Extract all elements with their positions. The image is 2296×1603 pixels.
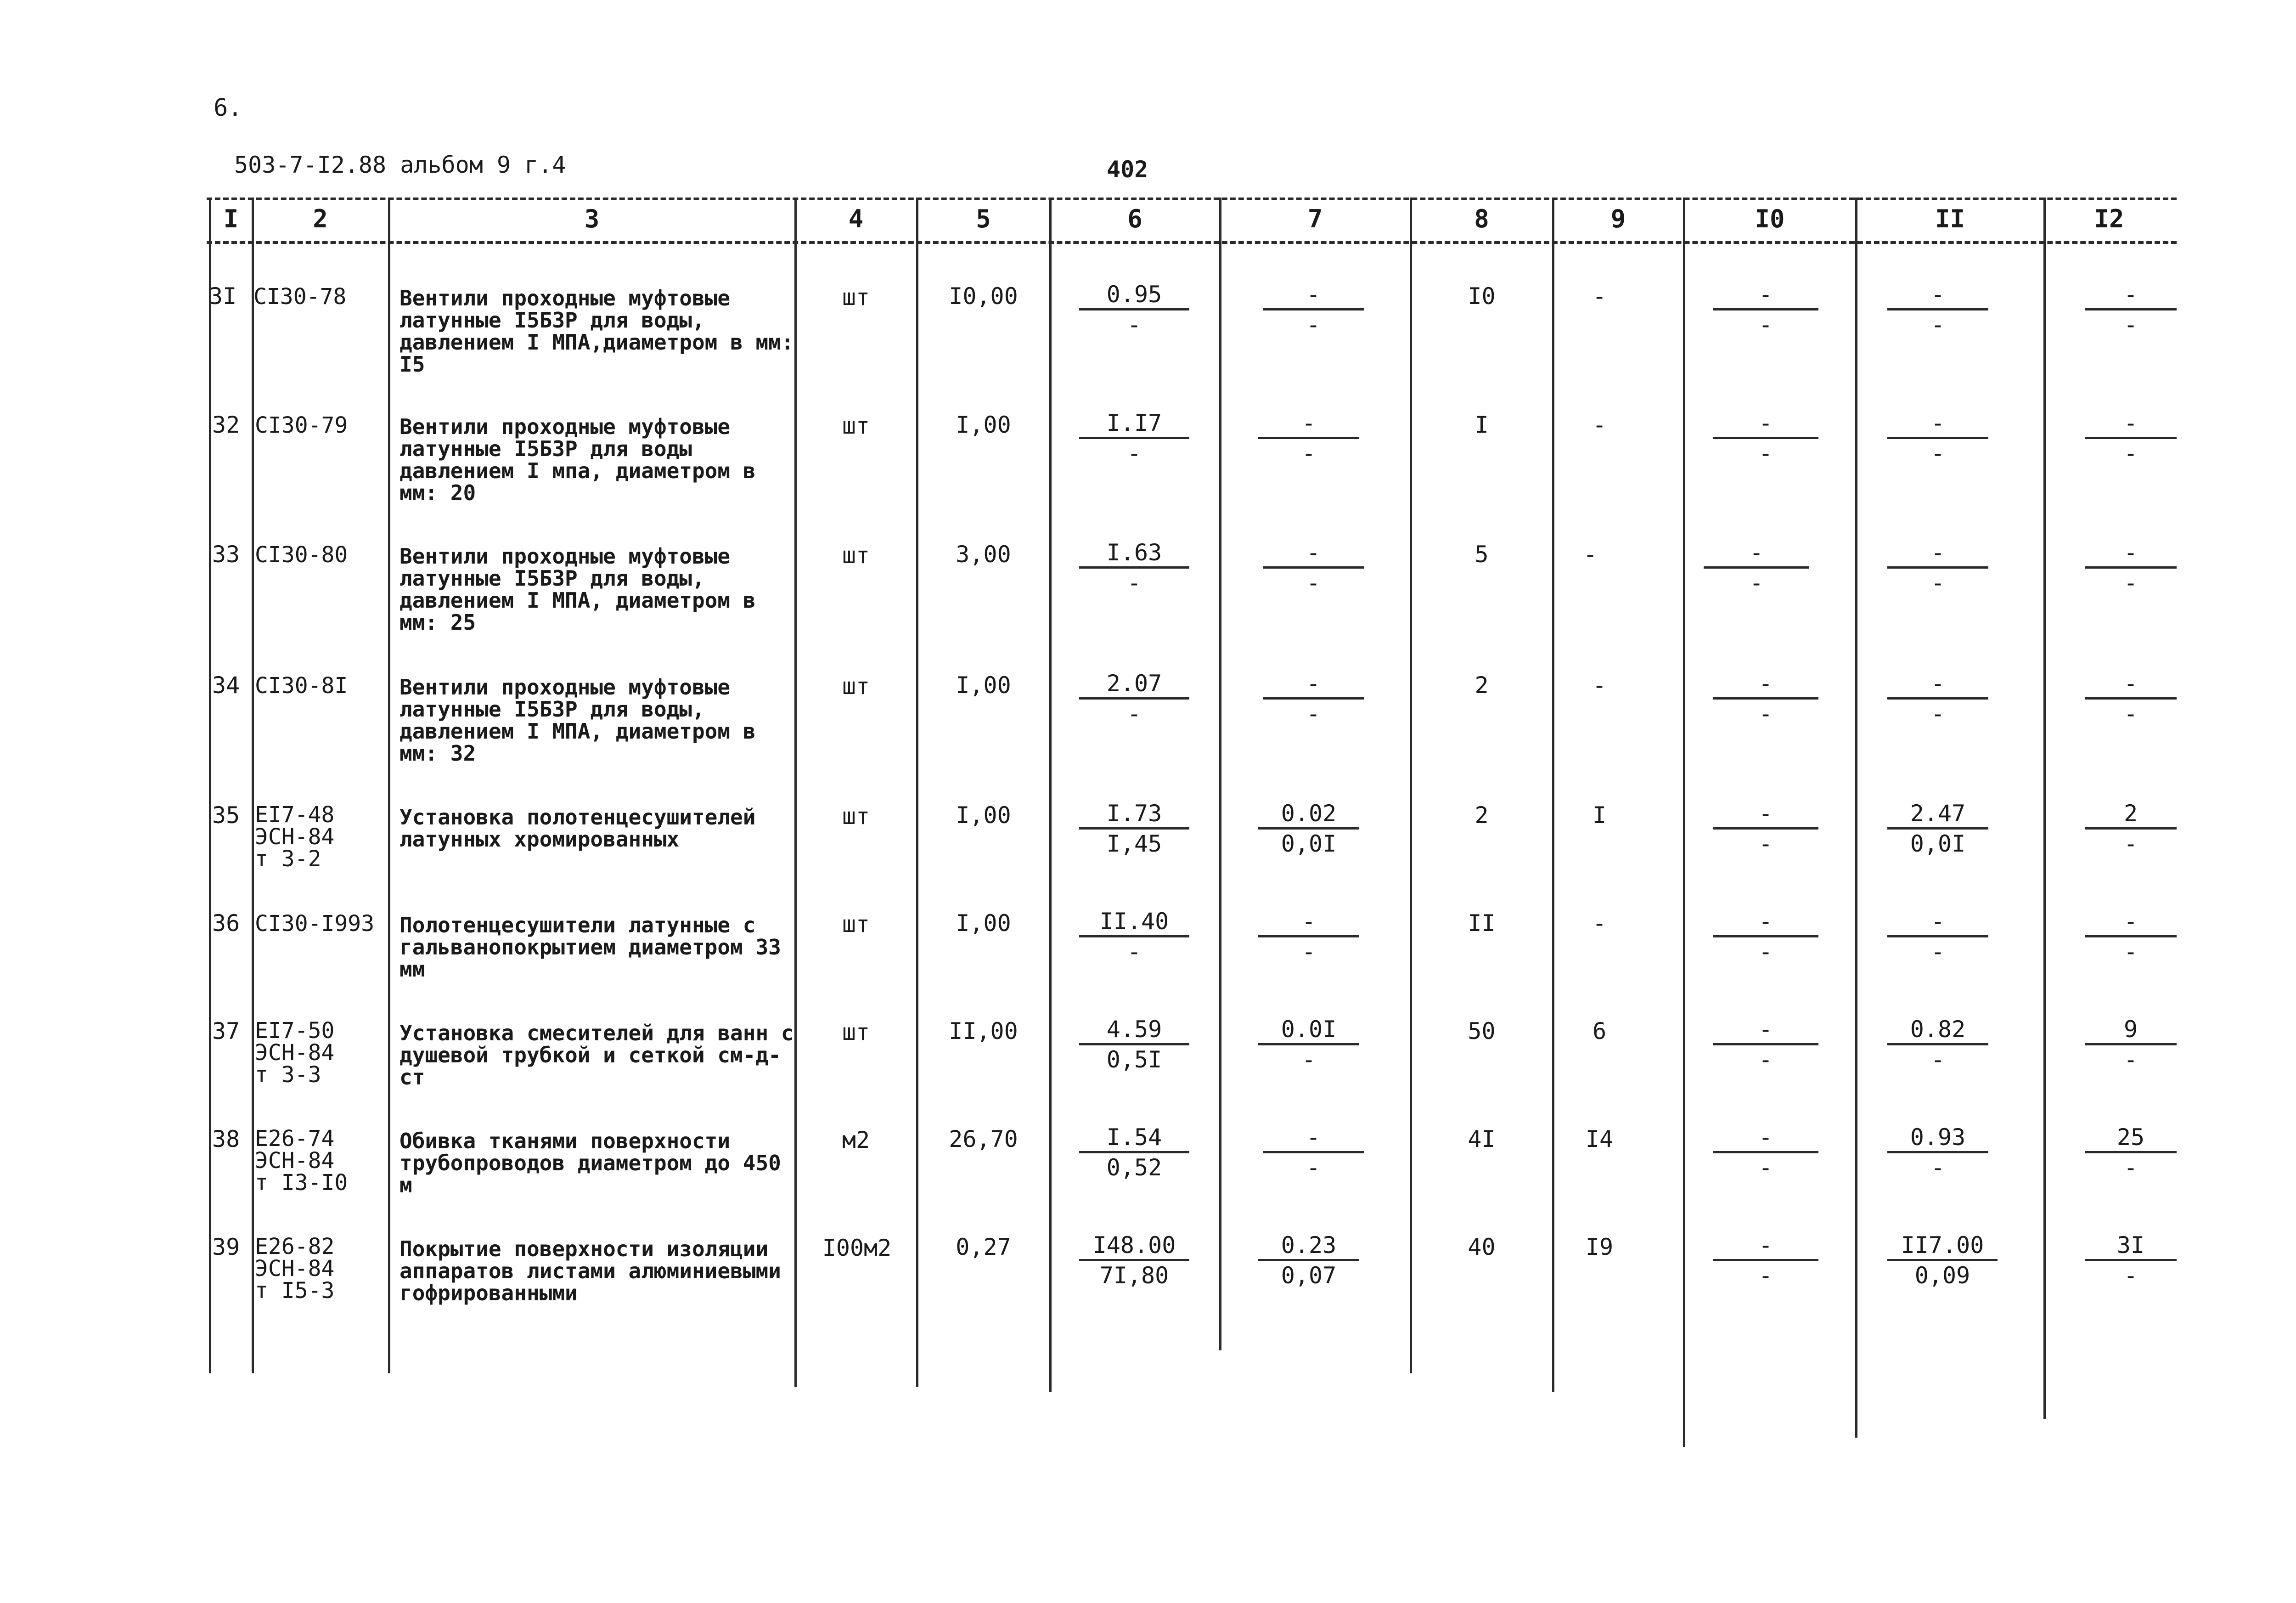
row-col12: - - (2085, 541, 2177, 597)
row-unit: I00м2 (822, 1235, 892, 1261)
row-number: 32 (212, 412, 240, 438)
header-bottom-line (207, 241, 2177, 244)
row-unit: шт (842, 803, 870, 830)
row-col12: 9 - (2085, 1017, 2177, 1074)
row-code-line2: ЭСН-84 (255, 1256, 335, 1281)
row-qty: 26,70 (949, 1126, 1018, 1152)
document-code: 503-7-I2.88 альбом 9 г.4 (234, 152, 566, 178)
col-line (916, 198, 918, 1387)
row-name: Установка полотенцесушителей латунных хромированных (400, 805, 756, 852)
row-unit: шт (842, 284, 870, 310)
row-col10: - - (1713, 802, 1818, 858)
row-col6: $\frac{I48.00}{7I,80}$ (1079, 1233, 1189, 1290)
row-code: ЕI7-50 (255, 1018, 335, 1044)
row-col8: 5 (1474, 541, 1489, 568)
row-col8: II (1468, 910, 1496, 937)
row-name: Полотенцесушители латунные с гальванопокрытием диаметром 33 мм (400, 913, 781, 982)
row-code-line3: т 3-3 (255, 1062, 321, 1088)
row-col11: 0.82 - (1887, 1017, 1988, 1074)
row-col7: - - (1263, 541, 1364, 597)
row-col8: 50 (1468, 1018, 1496, 1044)
row-col6: I.I7 - (1079, 411, 1189, 468)
row-col12: - - (2085, 282, 2177, 339)
row-code-line2: ЭСН-84 (255, 1040, 335, 1066)
column-header-1: I (223, 204, 239, 233)
row-code: ЕI7-48 (255, 802, 335, 828)
row-col6: II.40 - (1079, 909, 1189, 966)
row-col6: $\frac{I.54}{0,52}$ (1079, 1125, 1189, 1182)
row-code: CI30-I993 (255, 911, 375, 937)
row-number: 34 (212, 672, 240, 699)
row-col8: 2 (1474, 802, 1489, 829)
row-col12: - - (2085, 411, 2177, 468)
row-code: CI30-78 (253, 284, 347, 310)
row-col11: - - (1887, 909, 1988, 966)
row-name: Вентили проходные муфтовые латунные I5Б3Р для воды, давлением I МПА, диаметром в мм: 32 (400, 675, 756, 766)
col-line (1219, 198, 1221, 1350)
row-col10: - - (1713, 909, 1818, 966)
column-header-11: II (1935, 204, 1965, 233)
row-name: Вентили проходные муфтовые латунные I5Б3Р для воды, давлением I МПА,диаметром в мм: I5 (400, 286, 794, 377)
row-unit: шт (842, 911, 870, 937)
column-header-8: 8 (1474, 204, 1489, 233)
row-col10: - - (1713, 1017, 1818, 1074)
row-col9: 6 (1592, 1018, 1607, 1044)
row-col8: 40 (1468, 1234, 1496, 1260)
col-line (2043, 198, 2046, 1419)
row-col11: 0.93 - (1887, 1125, 1988, 1182)
row-code-line2: ЭСН-84 (255, 1148, 335, 1174)
row-col6: $\frac{I.73}{I,45}$ (1079, 802, 1189, 858)
row-col11: - - (1887, 672, 1988, 728)
row-col11: - - (1887, 411, 1988, 468)
row-col9: I (1592, 802, 1607, 829)
row-code: CI30-80 (255, 542, 348, 568)
row-code: CI30-8I (255, 673, 348, 699)
row-col11: $\frac{II7.00}{0,09}$ (1887, 1233, 1998, 1290)
row-col6: 0.95 - (1079, 282, 1189, 339)
column-header-7: 7 (1307, 204, 1323, 233)
row-qty: I0,00 (949, 283, 1018, 310)
row-col8: 4I (1468, 1126, 1496, 1152)
row-col10: - - (1713, 1233, 1818, 1290)
row-qty: II,00 (949, 1018, 1018, 1044)
row-code-line3: т I3-I0 (255, 1170, 348, 1196)
column-header-4: 4 (848, 204, 864, 233)
row-col6: 2.07 - (1079, 672, 1189, 728)
row-number: 35 (212, 802, 240, 829)
row-qty: 0,27 (956, 1234, 1011, 1260)
column-header-9: 9 (1610, 204, 1626, 233)
col-line (1410, 198, 1412, 1373)
row-code: Е26-74 (255, 1126, 335, 1151)
row-col12: 25 - (2085, 1125, 2177, 1182)
col-line (1683, 198, 1685, 1447)
row-name: Покрытие поверхности изоляции аппаратов листами алюминиевыми гофрированными (400, 1236, 781, 1305)
row-name: Обивка тканями поверхности трубопроводов диаметром до 450 м (400, 1129, 781, 1197)
row-unit: шт (842, 1019, 870, 1045)
row-col6: I.63 - (1079, 541, 1189, 597)
column-header-3: 3 (584, 204, 600, 233)
row-unit: м2 (842, 1127, 870, 1153)
row-unit: шт (842, 412, 870, 439)
row-number: 39 (212, 1234, 240, 1260)
row-col7: 0.0I - (1258, 1017, 1359, 1074)
row-number: 37 (212, 1018, 240, 1044)
row-col10: - - (1713, 1125, 1818, 1182)
page-number: 6. (214, 94, 242, 122)
row-col11: - - (1887, 282, 1988, 339)
row-col9: - (1592, 412, 1607, 438)
row-col11: - - (1887, 541, 1988, 597)
row-name: Вентили проходные муфтовые латунные I5Б3Р для воды давлением I мпа, диаметром в мм: 20 (400, 414, 756, 505)
row-code-line3: т 3-2 (255, 846, 321, 872)
row-col7: - - (1263, 1125, 1364, 1182)
row-col7: $\frac{0.23}{0,07}$ (1258, 1233, 1359, 1290)
column-header-2: 2 (313, 204, 328, 233)
row-col7: - - (1258, 909, 1359, 966)
row-qty: I,00 (956, 672, 1011, 699)
row-col12: - - (2085, 672, 2177, 728)
row-col9: - (1583, 541, 1598, 568)
row-code-line3: т I5-3 (255, 1278, 335, 1304)
row-qty: I,00 (956, 412, 1011, 438)
row-qty: I,00 (956, 910, 1011, 937)
row-col6: $\frac{4.59}{0,5I}$ (1079, 1017, 1189, 1074)
row-col8: I0 (1468, 283, 1496, 310)
row-col11: $\frac{2.47}{0,0I}$ (1887, 802, 1988, 858)
row-number: 36 (212, 910, 240, 937)
column-header-6: 6 (1127, 204, 1142, 233)
row-number: 38 (212, 1126, 240, 1152)
row-col12: - - (2085, 909, 2177, 966)
row-col12: 3I - (2085, 1233, 2177, 1290)
row-col10: - - (1713, 282, 1818, 339)
row-name: Установка смесителей для ванн с душевой трубкой и сеткой см-д-ст (400, 1021, 794, 1089)
row-col7: - - (1263, 672, 1364, 728)
col-line (388, 198, 390, 1373)
row-code: Е26-82 (255, 1234, 335, 1259)
row-code-line2: ЭСН-84 (255, 824, 335, 850)
row-col9: - (1592, 672, 1607, 699)
row-number: 33 (212, 541, 240, 568)
col-line (794, 198, 797, 1387)
col-line (1049, 198, 1052, 1392)
row-col9: - (1592, 910, 1607, 937)
row-col10: - - (1713, 411, 1818, 468)
row-code: CI30-79 (255, 412, 348, 438)
col-line (1855, 198, 1857, 1438)
row-col9: - (1592, 283, 1607, 310)
row-col8: 2 (1474, 672, 1489, 699)
row-col9: I4 (1585, 1126, 1614, 1152)
column-header-12: I2 (2094, 204, 2124, 233)
col-line (252, 198, 254, 1373)
row-col10: - - (1713, 672, 1818, 728)
row-qty: 3,00 (956, 541, 1011, 568)
header-top-line (207, 198, 2177, 200)
column-header-5: 5 (976, 204, 991, 233)
column-header-10: I0 (1755, 204, 1785, 233)
row-col9: I9 (1585, 1234, 1614, 1260)
row-unit: шт (842, 673, 870, 700)
row-col7: - - (1263, 282, 1364, 339)
row-col12: 2 - (2085, 802, 2177, 858)
row-unit: шт (842, 542, 870, 569)
row-col8: I (1474, 412, 1489, 438)
row-col7: $\frac{0.02}{0,0I}$ (1258, 802, 1359, 858)
row-name: Вентили проходные муфтовые латунные I5Б3Р для воды, давлением I МПА, диаметром в мм: 25 (400, 544, 756, 635)
row-qty: I,00 (956, 802, 1011, 829)
row-col10: - - (1704, 541, 1809, 597)
col-line (209, 198, 211, 1373)
row-col7: - - (1258, 411, 1359, 468)
row-number: 3I (209, 283, 237, 310)
col-line (1552, 198, 1554, 1392)
sheet-number: 402 (1107, 156, 1148, 183)
